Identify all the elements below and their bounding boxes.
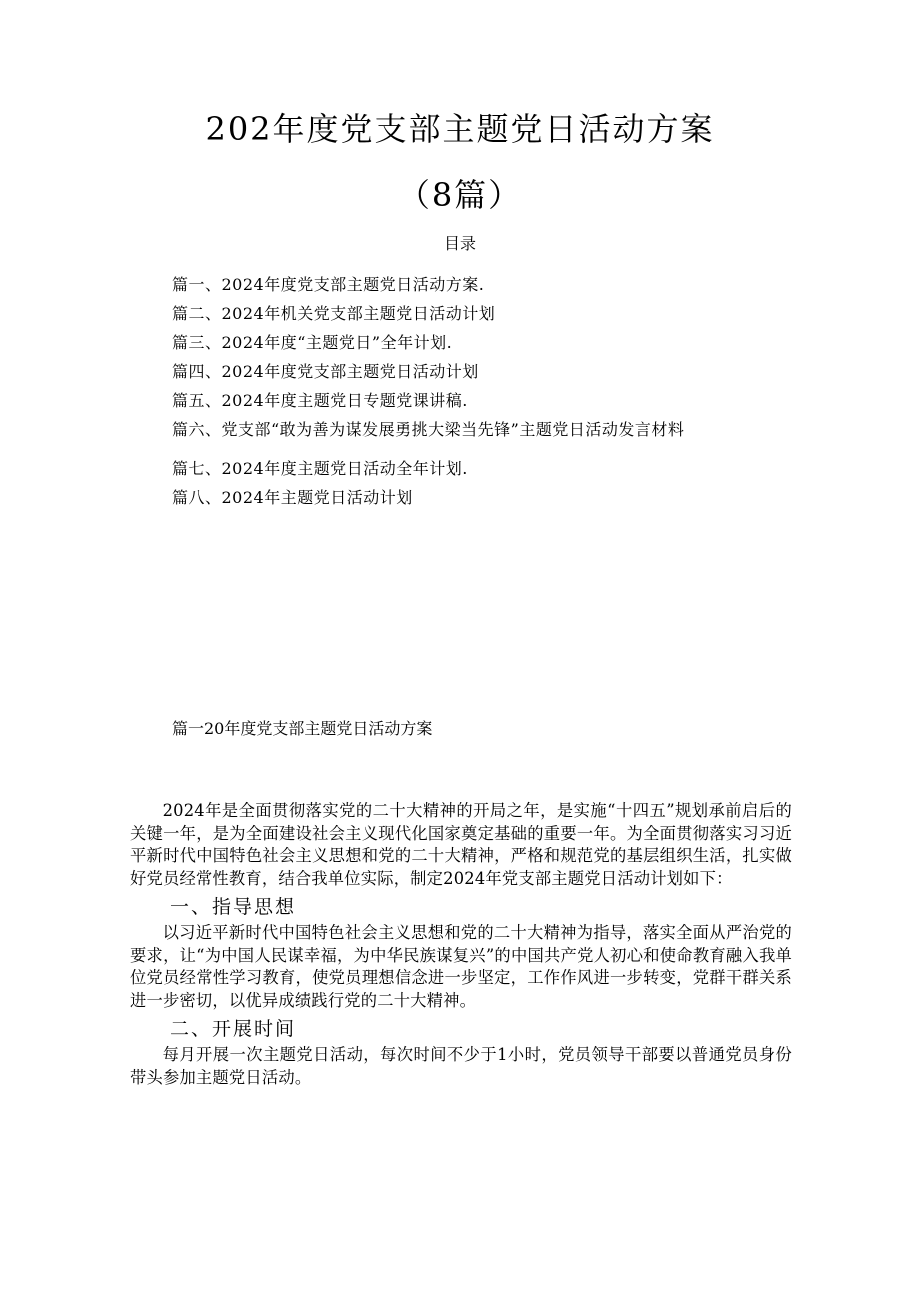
body-paragraph: 每月开展一次主题党日活动，每次时间不少于1小时，党员领导干部要以普通党员身份带头参加主题党日活动。: [130, 1045, 792, 1087]
toc-item[interactable]: 篇一、2024年度党支部主题党日活动方案.: [172, 275, 485, 294]
document-body: [130, 800, 792, 1089]
section-heading: 二、开展时间: [170, 1018, 297, 1040]
section-title: 篇一20年度党支部主题党日活动方案: [172, 719, 433, 738]
toc-heading: 目录: [443, 234, 476, 253]
section-heading: 一、指导思想: [170, 896, 297, 918]
toc-item[interactable]: 篇二、2024年机关党支部主题党日活动计划: [172, 304, 496, 323]
toc-item[interactable]: 篇五、2024年度主题党日专题党课讲稿.: [172, 391, 468, 410]
document-subtitle: （8篇）: [397, 176, 523, 214]
table-of-contents: [172, 270, 684, 512]
toc-item[interactable]: 篇八、2024年主题党日活动计划: [172, 488, 413, 507]
toc-item[interactable]: 篇四、2024年度党支部主题党日活动计划: [172, 362, 479, 381]
toc-item[interactable]: 篇七、2024年度主题党日活动全年计划.: [172, 459, 468, 478]
body-paragraph: 以习近平新时代中国特色社会主义思想和党的二十大精神为指导，落实全面从严治党的要求，让“为中国人民谋幸福，为中华民族谋复兴”的中国共产党人初心和使命教育融入我单位党员经常性学习教育，使党员理想信念进一步坚定，工作作风进一步转变，党群干群关系进一步密切，以优异成绩践行党的二十大精神。: [130, 923, 792, 1010]
intro-paragraph: 2024年是全面贯彻落实党的二十大精神的开局之年，是实施“十四五”规划承前启后的关键一年，是为全面建设社会主义现代化国家奠定基础的重要一年。为全面贯彻落实习习近平新时代中国特色社会主义思想和党的二十大精神，严格和规范党的基层组织生活，扎实做好党员经常性教育，结合我单位实际，制定2024年党支部主题党日活动计划如下：: [130, 801, 792, 888]
toc-item[interactable]: 篇六、党支部“敢为善为谋发展勇挑大梁当先锋”主题党日活动发言材料: [172, 420, 685, 439]
document-title: 202年度党支部主题党日活动方案: [205, 110, 715, 148]
toc-item[interactable]: 篇三、2024年度“主题党日”全年计划.: [172, 333, 453, 352]
